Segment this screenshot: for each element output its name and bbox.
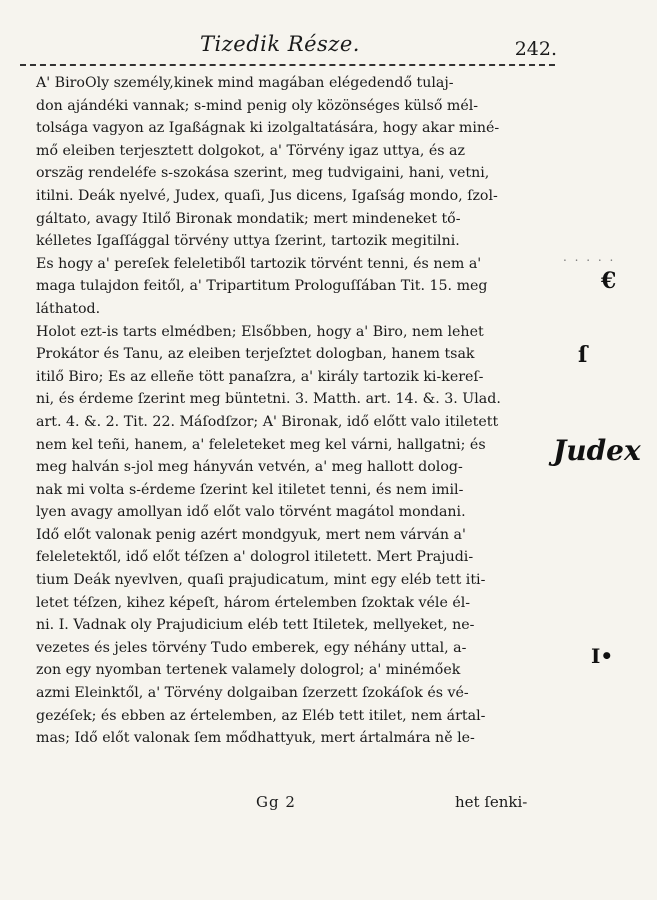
text-line: nem kel teñi, hanem, a' feleleteket meg kel várni, hallgatni; és [36,436,486,453]
margin-note: I• [591,644,614,668]
text-line: itilni. Deák nyelvé, Judex, quaſi, Jus dicens, Igaſság mondo, ſzol- [36,187,498,204]
text-line: Idő előt valonak penig azért mondgyuk, mert nem várván a' [36,526,466,543]
signature-mark: Gg 2 [256,793,296,811]
header-rule [20,64,555,66]
text-line: gáltato, avagy Itilő Bironak mondatik; mert mindeneket tő- [36,210,461,227]
text-line: láthatod. [36,300,101,317]
text-line: mas; Idő előt valonak ſem mődhattyuk, mert ártalmára ně le- [36,730,475,747]
text-line: kélletes Igaſſággal törvény uttya ſzerint, tartozik megitilni. [36,233,460,250]
margin-note: ſ [578,342,588,368]
text-line: meg halván s-jol meg hányván vetvén, a' meg hallott dolog- [36,459,463,476]
text-line: nak mi volta s-érdeme ſzerint kel itiletet tenni, és nem imil- [36,481,464,498]
page-header [0,30,657,60]
text-line: vezetes és jeles törvény Tudo emberek, egy néhány uttal, a- [36,639,467,656]
text-line: lyen avagy amollyan idő előt valo törvént magátol mondani. [36,504,466,521]
margin-note: € [601,268,617,294]
text-line: maga tulajdon feitől, a' Tripartitum Prologuſſában Tit. 15. meg [36,278,488,295]
page-number: 242. [514,38,557,60]
margin-note-judex: Judex [553,434,641,467]
text-line: art. 4. &. 2. Tit. 22. Máſodſzor; A' Bironak, idő előtt valo itiletett [36,413,499,430]
text-line: azmi Eleinktől, a' Törvény dolgaiban ſzerzett ſzokáſok és vé- [36,685,469,702]
text-line: letet téſzen, kihez képeſt, három értelemben ſzoktak véle él- [36,594,471,611]
text-line: don ajándéki vannak; s-mind penig oly közönséges külső mél- [36,97,479,114]
text-line: Es hogy a' pereſek feleletiből tartozik törvént tenni, és nem a' [36,255,482,272]
text-line: feleletektől, idő előt téſzen a' dologrol itiletett. Mert Prajudi- [36,549,474,566]
text-line: gezéſek; és ebben az értelemben, az Eléb tett itilet, nem ártal- [36,707,486,724]
running-head: Tizedik Része. [200,32,360,56]
text-line: zon egy nyomban tertenek valamely dologrol; a' minémőek [36,662,461,679]
page-footer [0,793,657,819]
margin-dots: . . . . . [563,250,616,264]
text-line: ni, és érdeme ſzerint meg büntetni. 3. Matth. art. 14. &. 3. Ulad. [36,391,501,408]
text-line: Prokátor és Tanu, az eleiben terjeſztet dologban, hanem tsak [36,346,475,363]
text-line: ni. I. Vadnak oly Prajudicium eléb tett Itiletek, mellyeket, ne- [36,617,475,634]
text-line: itilő Biro; Es az elleñe tött panaſzra, a' király tartozik ki-kereſ- [36,368,484,385]
text-line: tolsága vagyon az Igaßágnak ki izolgaltatására, hogy akar miné- [36,120,500,137]
text-line: mő eleiben terjesztett dolgokot, a' Törvény igaz uttya, és az [36,142,465,159]
text-line: Holot ezt-is tarts elmédben; Elsőbben, hogy a' Biro, nem lehet [36,323,484,340]
text-line: tium Deák nyevlven, quaſi prajudicatum, mint egy eléb tett iti- [36,572,486,589]
text-line: orszäg rendeléfe s-szokása szerint, meg tudvigaini, hani, vetni, [36,165,490,182]
body-text [36,72,546,750]
catchword: het ſenki- [455,793,528,811]
text-line: A' BiroOly személy,kinek mind magában elégedendő tulaj- [36,75,454,91]
